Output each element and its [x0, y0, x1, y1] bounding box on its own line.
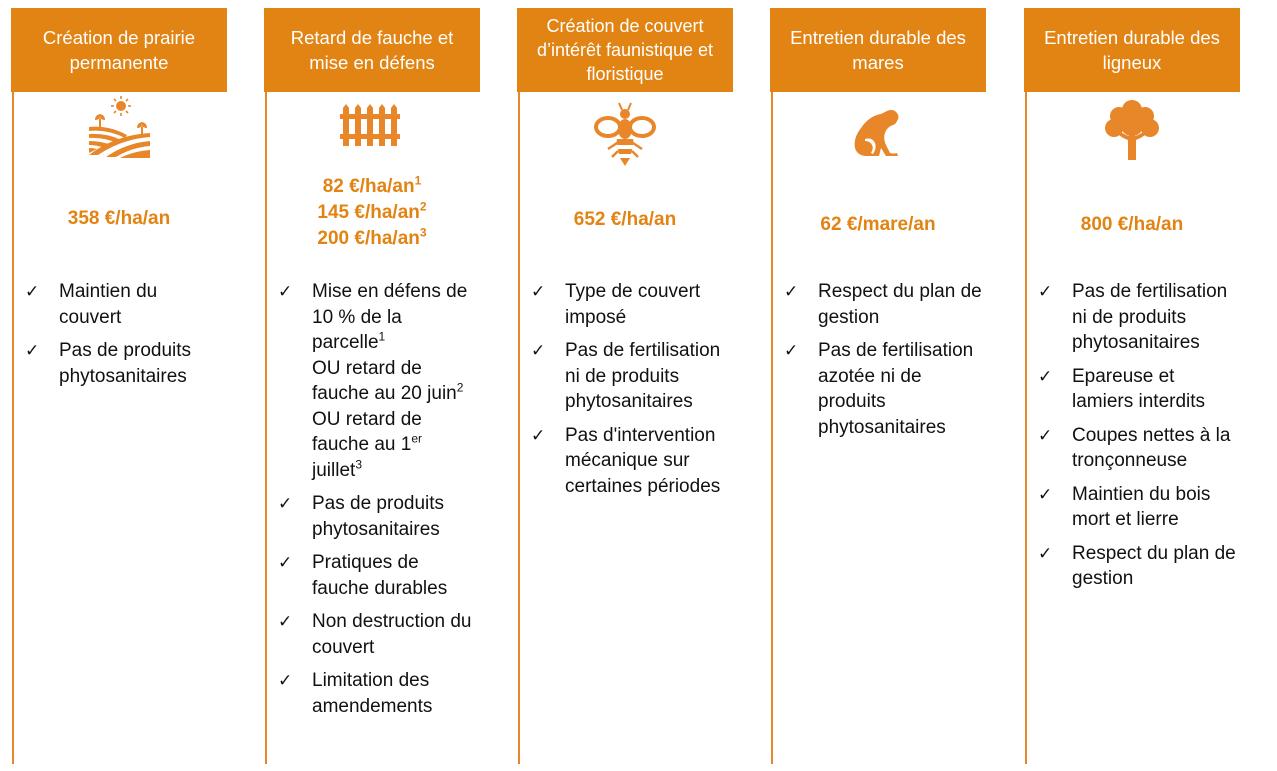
- list-item: ✓ Mise en défens de 10 % de la parcelle$^1$ OU retard de fauche au 20 juin$^2$ OU retard de fauche au 1er juillet$^3$: [278, 281, 468, 481]
- list-item: ✓ Epareuse et lamiers interdits: [1038, 365, 1206, 412]
- list-item: ✓ Respect du plan de gestion: [1038, 542, 1236, 589]
- column-divider: [518, 92, 520, 764]
- list-item: ✓ Pas de fertilisation ni de produits phytosanitaires: [531, 340, 721, 412]
- price-line: 800 €/ha/an: [1080, 214, 1184, 235]
- check-icon: ✓: [784, 282, 799, 301]
- list-item: ✓ Maintien du couvert: [25, 281, 158, 328]
- price-line: 358 €/ha/an: [67, 208, 171, 229]
- column-fauche: [264, 8, 480, 764]
- check-icon: ✓: [1038, 484, 1053, 504]
- column-prairie: [11, 8, 227, 764]
- check-icon: ✓: [25, 282, 40, 301]
- list-item: ✓ Non destruction du couvert: [278, 611, 472, 658]
- list-item: ✓ Pas de produits phytosanitaires: [278, 493, 445, 540]
- check-icon: ✓: [1038, 425, 1053, 445]
- check-icon: ✓: [278, 671, 293, 690]
- requirements-list: [25, 279, 223, 397]
- tree-icon: [1097, 96, 1167, 166]
- price-line: 145 $€/ha/an^2$: [317, 199, 427, 223]
- list-item: ✓ Pas de produits phytosanitaires: [25, 340, 192, 387]
- column-title: Retard de fauche et mise en défens: [264, 8, 480, 92]
- column-title: Création de couvert d’intérêt faunistique et floristique: [517, 8, 733, 92]
- check-icon: ✓: [531, 282, 546, 301]
- list-item: ✓ Pas d'intervention mécanique sur certaines périodes: [531, 424, 721, 497]
- column-divider: [771, 92, 773, 764]
- fence-icon: [337, 100, 407, 170]
- price-line: 62 €/mare/an: [820, 214, 936, 235]
- column-divider: [12, 92, 14, 764]
- check-icon: ✓: [1038, 543, 1053, 563]
- check-icon: ✓: [531, 425, 546, 445]
- list-item: ✓ Type de couvert imposé: [531, 281, 701, 328]
- requirements-list: [278, 279, 476, 727]
- column-title: Entretien durable des ligneux: [1024, 8, 1240, 92]
- requirements-list: [1038, 279, 1236, 600]
- check-icon: ✓: [1038, 282, 1053, 301]
- check-icon: ✓: [531, 341, 546, 360]
- list-item: ✓ Coupes nettes à la tronçonneuse: [1038, 424, 1231, 471]
- price-line: 652 €/ha/an: [573, 209, 677, 230]
- check-icon: ✓: [784, 341, 799, 360]
- list-item: ✓ Pratiques de fauche durables: [278, 552, 448, 599]
- column-ligneux: [1024, 8, 1240, 764]
- price-line: 200 $€/ha/an^3$: [317, 225, 427, 249]
- list-item: ✓ Limitation des amendements: [278, 670, 433, 717]
- column-title: Création de prairie permanente: [11, 8, 227, 92]
- check-icon: ✓: [1038, 366, 1053, 386]
- check-icon: ✓: [25, 341, 40, 360]
- requirements-list: [531, 279, 729, 507]
- check-icon: ✓: [278, 553, 293, 572]
- list-item: ✓ Pas de fertilisation ni de produits phytosanitaires: [1038, 281, 1228, 353]
- bee-icon: [590, 101, 660, 171]
- requirements-list: [784, 279, 982, 448]
- price-line: 82 $€/ha/an^1$: [322, 173, 422, 197]
- column-mares: [770, 8, 986, 764]
- list-item: ✓ Respect du plan de gestion: [784, 281, 982, 328]
- column-title: Entretien durable des mares: [770, 8, 986, 92]
- check-icon: ✓: [278, 612, 293, 631]
- frog-icon: [843, 103, 913, 173]
- field-with-sun-icon: [84, 96, 154, 166]
- list-item: ✓ Maintien du bois mort et lierre: [1038, 483, 1211, 530]
- column-divider: [1025, 92, 1027, 764]
- check-icon: ✓: [278, 494, 293, 513]
- check-icon: ✓: [278, 282, 293, 301]
- list-item: ✓ Pas de fertilisation azotée ni de produits phytosanitaires: [784, 340, 974, 438]
- column-couvert: [517, 8, 733, 764]
